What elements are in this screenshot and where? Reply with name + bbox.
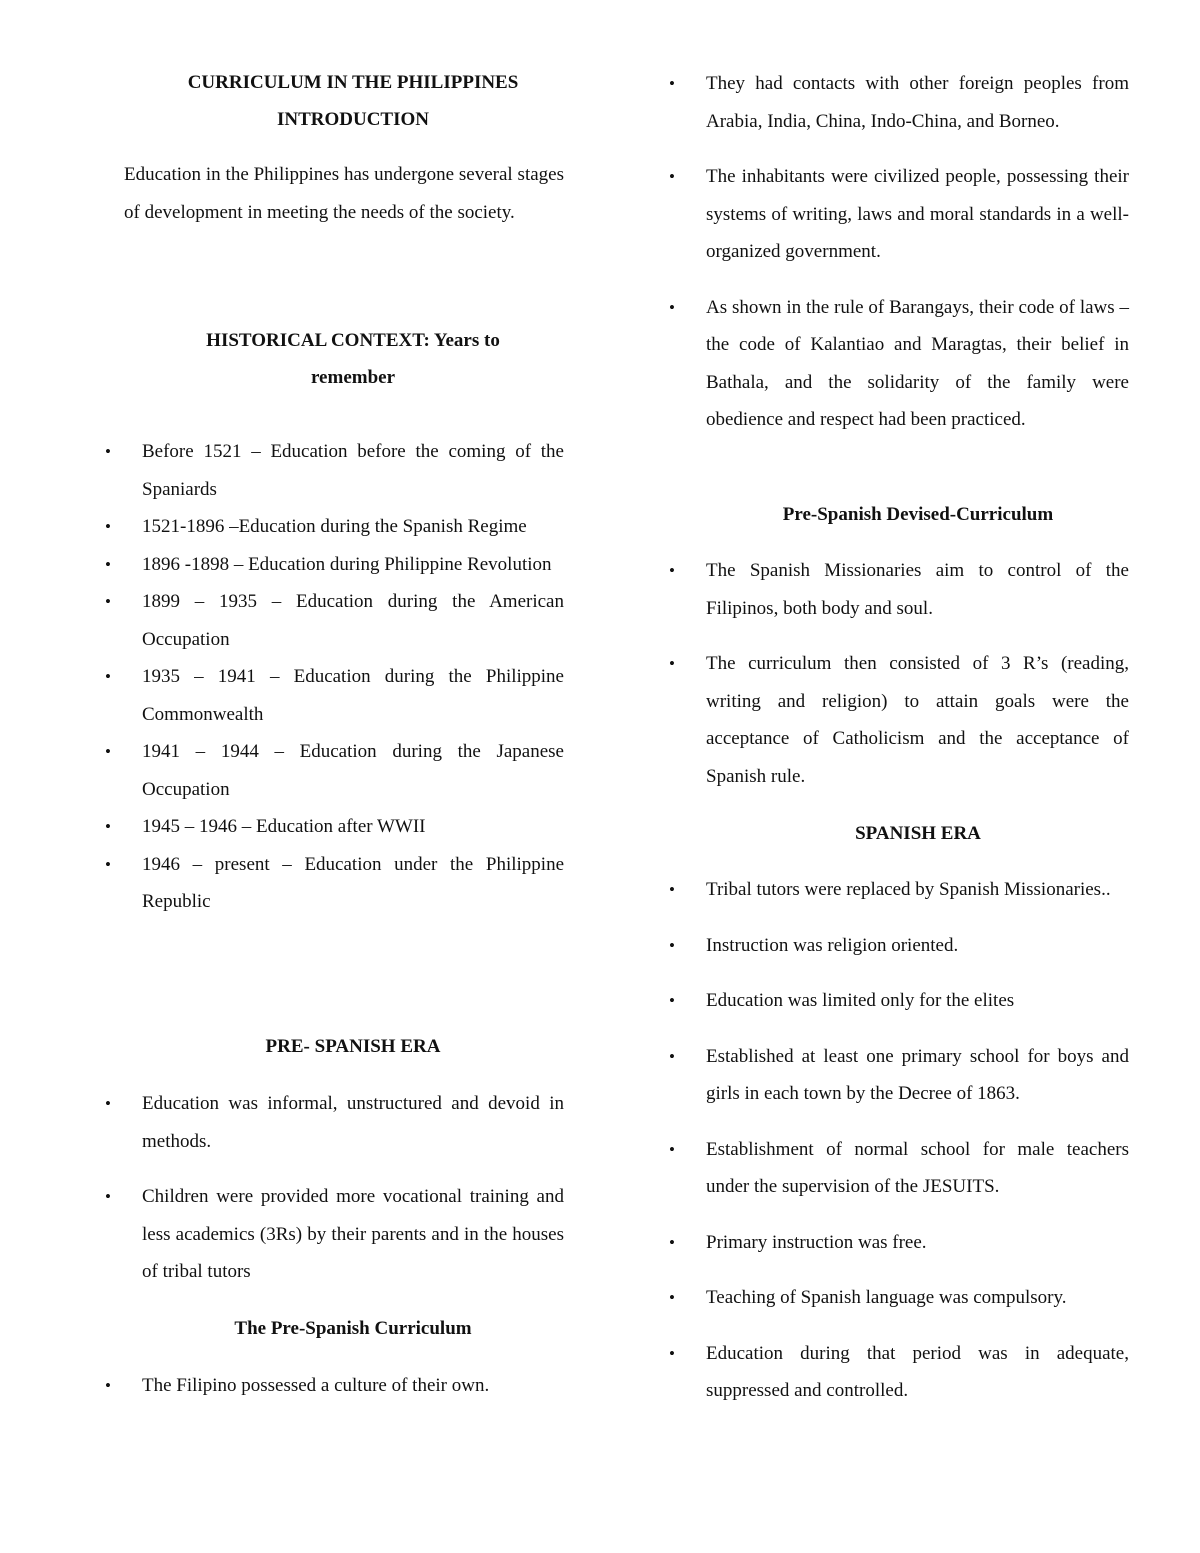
list-item: • 1521-1896 –Education during the Spanish Regime: [142, 508, 564, 546]
bullet-icon: •: [105, 1187, 111, 1206]
list-item: • 1941 – 1944 – Education during the Japanese Occupation: [142, 733, 564, 808]
list-item: • The inhabitants were civilized people, possessing their systems of writing, laws and moral standards in a well-organized government.: [706, 158, 1129, 271]
bullet-icon: •: [105, 592, 111, 611]
list-item: • 1935 – 1941 – Education during the Philippine Commonwealth: [142, 658, 564, 733]
list-item: • As shown in the rule of Barangays, their code of laws –the code of Kalantiao and Maragtas, their belief in Bathala, and the solidarity of the family were obedience and respect had been practiced.: [706, 289, 1129, 439]
bullet-icon: •: [669, 74, 675, 93]
bullet-icon: •: [669, 880, 675, 899]
list-item: • They had contacts with other foreign peoples from Arabia, India, China, Indo-China, and Borneo.: [706, 65, 1129, 140]
timeline-list: [105, 433, 564, 921]
bullet-icon: •: [669, 1139, 675, 1159]
bullet-icon: •: [669, 167, 675, 186]
bullet-icon: •: [669, 654, 675, 673]
document-title: CURRICULUM IN THE PHILIPPINES: [187, 72, 519, 93]
bullet-icon: •: [105, 442, 111, 461]
spanish-era-heading: SPANISH ERA: [855, 823, 981, 844]
bullet-icon: •: [105, 742, 111, 761]
bullet-icon: •: [669, 991, 675, 1010]
list-item: • Teaching of Spanish language was compulsory.: [706, 1279, 1129, 1317]
list-item: • The curriculum then consisted of 3 R’s (reading, writing and religion) to attain goals were the acceptance of Catholicism and the acceptance of Spanish rule.: [706, 645, 1129, 795]
list-item: • Tribal tutors were replaced by Spanish Missionaries..: [706, 871, 1129, 909]
historical-context-heading-cont: remember: [310, 367, 396, 388]
list-item: • Education during that period was in adequate, suppressed and controlled.: [706, 1335, 1129, 1410]
list-item: • Before 1521 – Education before the coming of the Spaniards: [142, 433, 564, 508]
bullet-icon: •: [669, 297, 675, 317]
devised-curriculum-list: [669, 552, 1129, 795]
bullet-icon: •: [105, 817, 111, 836]
pre-spanish-era-heading: PRE- SPANISH ERA: [265, 1036, 441, 1057]
list-item: • Children were provided more vocational training and less academics (3Rs) by their parents and in the houses of tribal tutors: [142, 1178, 564, 1291]
pre-spanish-curriculum-list: [105, 1367, 564, 1405]
introduction-heading: INTRODUCTION: [276, 109, 430, 130]
bullet-icon: •: [105, 554, 111, 574]
list-item: • 1899 – 1935 – Education during the American Occupation: [142, 583, 564, 658]
bullet-icon: •: [669, 935, 675, 955]
list-item: • Primary instruction was free.: [706, 1224, 1129, 1262]
bullet-icon: •: [105, 1094, 111, 1113]
devised-curriculum-heading: Pre-Spanish Devised-Curriculum: [782, 504, 1054, 525]
historical-heading-block: [0, 322, 706, 396]
pre-spanish-list: [105, 1085, 564, 1291]
list-item: • Instruction was religion oriented.: [706, 927, 1129, 965]
list-item: • Education was informal, unstructured and devoid in methods.: [142, 1085, 564, 1160]
list-item: • The Spanish Missionaries aim to control of the Filipinos, both body and soul.: [706, 552, 1129, 627]
bullet-icon: •: [669, 1232, 675, 1252]
bullet-icon: •: [105, 517, 111, 536]
bullet-icon: •: [669, 1343, 675, 1363]
title-block: [0, 64, 706, 138]
bullet-icon: •: [669, 561, 675, 580]
list-item: • 1945 – 1946 – Education after WWII: [142, 808, 564, 846]
spanish-era-list: [669, 871, 1129, 1410]
pre-spanish-curriculum-heading: The Pre-Spanish Curriculum: [234, 1318, 472, 1339]
historical-context-heading: HISTORICAL CONTEXT: Years to: [206, 330, 500, 351]
introduction-paragraph: Education in the Philippines has undergone several stages of development in meeting the needs of the society.: [124, 164, 564, 223]
list-item: • Established at least one primary school for boys and girls in each town by the Decree of 1863.: [706, 1038, 1129, 1113]
bullet-icon: •: [669, 1288, 675, 1307]
bullet-icon: •: [105, 854, 111, 874]
list-item: • 1946 – present – Education under the Philippine Republic: [142, 846, 564, 921]
list-item: • The Filipino possessed a culture of their own.: [142, 1367, 564, 1405]
list-item: • 1896 -1898 – Education during Philippine Revolution: [142, 546, 564, 584]
list-item: • Education was limited only for the elites: [706, 982, 1129, 1020]
bullet-icon: •: [105, 667, 111, 686]
culture-list: [669, 65, 1129, 439]
bullet-icon: •: [669, 1046, 675, 1066]
bullet-icon: •: [105, 1376, 111, 1395]
list-item: • Establishment of normal school for male teachers under the supervision of the JESUITS.: [706, 1131, 1129, 1206]
